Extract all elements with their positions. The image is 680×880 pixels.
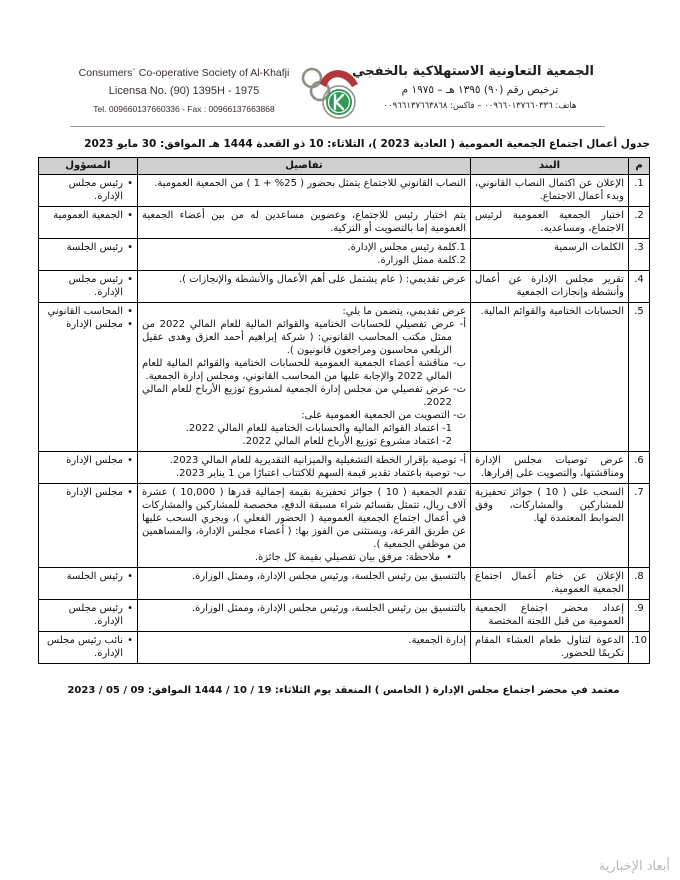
details-line: 1.كلمة رئيس مجلس الإدارة.	[347, 242, 466, 253]
details-cell	[138, 303, 471, 452]
details-note: • ملاحظة: مرفق بيان تفصيلي بقيمة كل جائزة.	[142, 551, 466, 564]
agenda-row	[39, 484, 650, 568]
item-cell: الحسابات الختامية والقوائم المالية.	[471, 303, 629, 452]
arabic-letterhead	[352, 64, 594, 111]
details-line: 2- اعتماد مشروع توزيع الأرباح للعام المالي 2022.	[242, 436, 452, 447]
details-cell	[138, 271, 471, 303]
approval-note: معتمد في محضر اجتماع مجلس الإدارة ( الخامس ) المنعقد يوم الثلاثاء: 19 / 10 / 1444 الموافق: 09 / 05 / 2023	[67, 685, 620, 696]
row-number-cell: 5.	[629, 303, 650, 452]
item-cell: الدعوة لتناول طعام العشاء المقام تكريمًا للحضور.	[471, 632, 629, 664]
owner-cell	[39, 239, 138, 271]
row-number-cell: 9.	[629, 600, 650, 632]
owner-cell	[39, 452, 138, 484]
details-cell	[138, 600, 471, 632]
details-line: عرض تقديمي، يتضمن ما يلي:	[342, 306, 466, 317]
details-cell	[138, 484, 471, 568]
owner-item: • رئيس مجلس الإدارة.	[43, 273, 133, 299]
details-cell	[138, 452, 471, 484]
owner-item: • مجلس الإدارة	[43, 486, 133, 499]
details-cell	[138, 239, 471, 271]
owner-item: • رئيس الجلسة	[43, 570, 133, 583]
owner-item: • مجلس الإدارة	[43, 318, 133, 331]
row-number-cell: 1.	[629, 175, 650, 207]
item-cell: اختيار الجمعية العمومية لرئيس الاجتماع، ومساعديه.	[471, 207, 629, 239]
agenda-header-row	[39, 158, 650, 175]
agenda-row	[39, 568, 650, 600]
agenda-body	[39, 175, 650, 664]
owner-cell	[39, 271, 138, 303]
owner-item: • المحاسب القانوني	[43, 305, 133, 318]
english-letterhead	[70, 67, 298, 114]
details-line: ب- توصية باعتماد تقدير قيمة السهم للاكتتاب اعتبارًا من 1 يناير 2023.	[175, 468, 466, 479]
details-cell	[138, 568, 471, 600]
details-line: ب- مناقشة أعضاء الجمعية العمومية للحسابات الختامية والقوائم المالية للعام المالي 2022 والإجابة عليها من المحاسب القانوني، ومجلس إدارة الجمعية.	[142, 358, 466, 382]
agenda-section	[38, 157, 649, 698]
license-english: Licensa No. (90) 1395H - 1975	[108, 85, 260, 97]
owner-item: • مجلس الإدارة	[43, 454, 133, 467]
row-number-cell: 8.	[629, 568, 650, 600]
agenda-row	[39, 452, 650, 484]
logo-emblem	[326, 89, 352, 115]
watermark: أبعاد الإخبارية	[598, 859, 670, 874]
owner-cell	[39, 568, 138, 600]
item-cell: الإعلان عن ختام أعمال اجتماع الجمعية العمومية.	[471, 568, 629, 600]
details-line: 1- اعتماد القوائم المالية والحسابات الختامية للعام المالي 2022.	[185, 423, 452, 434]
item-cell: عرض توصيات مجلس الإدارة ومناقشتها، والتصويت على إقرارها.	[471, 452, 629, 484]
row-number-cell: 10.	[629, 632, 650, 664]
details-line: عرض تقديمي: ( عام يشتمل على أهم الأعمال والأنشطة والإنجازات ).	[178, 274, 466, 285]
details-line: ت- عرض تفصيلي من مجلس إدارة الجمعية لمشروع توزيع الأرباح للعام المالي 2022.	[142, 384, 466, 408]
row-number-cell: 3.	[629, 239, 650, 271]
item-cell: الإعلان عن اكتمال النصاب القانوني، وبدء أعمال الاجتماع.	[471, 175, 629, 207]
item-cell: الكلمات الرسمية	[471, 239, 629, 271]
owner-cell	[39, 484, 138, 568]
contact-arabic: هاتف: ٠٠٩٦٦٠١٣٧٦٦٠٣٣٦ – فاكس: ٠٠٩٦٦١٣٧٦٦٣٨٦٨	[383, 101, 577, 111]
details-line: أ- عرض تفصيلي للحسابات الختامية والقوائم المالية للعام المالي 2022 من ممثل مكتب المحاسب القانوني: ( شركة إبراهيم أحمد العزق وهدى عقيل الزيلعي محاسبون ومراجعون قانونيون ).	[142, 319, 466, 356]
owner-cell	[39, 600, 138, 632]
details-line: تقدم الجمعية ( 10 ) جوائز تحفيزية بقيمة إجمالية قدرها ( 10,000 ) عشرة آلاف ريال، تتمثل بقسائم شراء مسبقة الدفع، مخصصة للمشاركين والمشاركات في أعمال اجتماع الجمعية العمومية ( الحضور الفعلي )، ويجري السحب عليها عن طريق القرعة، ويستثنى من الفوز بها: ( أعضاء مجلس الإدارة، والمساهمين من موظفي الجمعية ).	[142, 487, 467, 550]
details-line: بالتنسيق بين رئيس الجلسة، ورئيس مجلس الإدارة، وممثل الوزارة.	[191, 603, 466, 614]
item-cell: إعداد محضر اجتماع الجمعية العمومية من قبل اللجنة المختصة	[471, 600, 629, 632]
agenda-row	[39, 271, 650, 303]
details-line: يتم اختيار رئيس للاجتماع، وعضوين مساعدين له من بين أعضاء الجمعية العمومية إما بالتصويت أو التزكية.	[142, 210, 466, 234]
row-number-cell: 4.	[629, 271, 650, 303]
agenda-row	[39, 175, 650, 207]
agenda-row	[39, 600, 650, 632]
owner-item: • رئيس مجلس الإدارة.	[43, 177, 133, 203]
details-line: 2.كلمة ممثل الوزارة.	[377, 255, 466, 266]
details-cell	[138, 632, 471, 664]
agenda-row	[39, 632, 650, 664]
row-number-cell: 2.	[629, 207, 650, 239]
item-cell: تقرير مجلس الإدارة عن أعمال وأنشطة وإنجازات الجمعية	[471, 271, 629, 303]
column-header-details: تفاصيل	[138, 158, 471, 175]
society-name-english: Consumers´ Co-operative Society of Al-Khafji	[78, 67, 290, 79]
license-arabic: ترخيص رقم (٩٠) ١٣٩٥ هـ – ١٩٧٥ م	[401, 84, 559, 96]
owner-item: • نائب رئيس مجلس الإدارة.	[43, 634, 133, 660]
details-line: إدارة الجمعية.	[408, 635, 466, 646]
row-number-cell: 7.	[629, 484, 650, 568]
society-name-arabic: الجمعية التعاونية الاستهلاكية بالخفجي	[352, 64, 594, 79]
owner-cell	[39, 303, 138, 452]
owner-cell	[39, 175, 138, 207]
agenda-row	[39, 239, 650, 271]
owner-item: • الجمعية العمومية	[43, 209, 133, 222]
details-line: النصاب القانوني للاجتماع يتمثل بحضور ( 25% + 1 ) من الجمعية العمومية.	[154, 178, 466, 189]
details-line: ث- التصويت من الجمعية العمومية على:	[301, 410, 466, 421]
item-cell: السحب على ( 10 ) جوائز تحفيزية للمشاركين والمشاركات، وفق الضوابط المعتمدة لها.	[471, 484, 629, 568]
agenda-table	[38, 157, 650, 664]
row-number-cell: 6.	[629, 452, 650, 484]
logo-ring-upper	[303, 69, 321, 87]
owner-cell	[39, 207, 138, 239]
details-cell	[138, 175, 471, 207]
agenda-row	[39, 303, 650, 452]
owner-item: • رئيس الجلسة	[43, 241, 133, 254]
column-header-number: م	[629, 158, 650, 175]
contact-english: Tel. 009660137660336 - Fax : 00966137663868	[93, 104, 275, 114]
header-divider	[70, 126, 605, 127]
column-header-item: البند	[471, 158, 629, 175]
column-header-owner: المسؤول	[39, 158, 138, 175]
details-line: بالتنسيق بين رئيس الجلسة، ورئيس مجلس الإدارة، وممثل الوزارة.	[191, 571, 466, 582]
agenda-title: جدول أعمال اجتماع الجمعية العمومية ( العادية 2023 )، الثلاثاء: 10 ذو القعدة 1444 هـ الموافق: 30 مايو 2023	[84, 138, 650, 150]
details-cell	[138, 207, 471, 239]
owner-item: • رئيس مجلس الإدارة.	[43, 602, 133, 628]
details-line: أ- توصية بإقرار الخطة التشغيلية والميزانية التقديرية للعام المالي 2023.	[169, 455, 466, 466]
owner-cell	[39, 632, 138, 664]
agenda-row	[39, 207, 650, 239]
